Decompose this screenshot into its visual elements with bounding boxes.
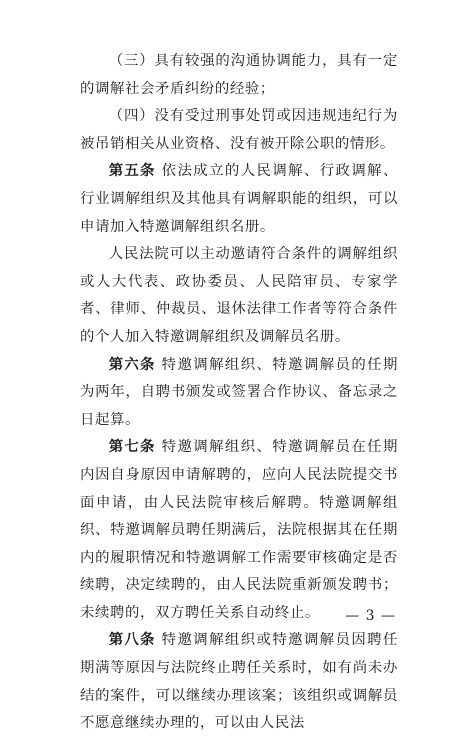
paragraph-text: 人民法院可以主动邀请符合条件的调解组织或人大代表、政协委员、人民陪审员、专家学者、律师、仲裁员、退休法律工作者等符合条件的个人加入特邀调解组织及调解员名册。 — [80, 246, 398, 345]
paragraph-text: （四）没有受过刑事处罚或因违规违纪行为被吊销相关从业资格、没有被开除公职的情形。 — [80, 108, 398, 152]
paragraph-text: （三）具有较强的沟通协调能力，具有一定的调解社会矛盾纠纷的经验； — [80, 53, 398, 97]
article-label: 第七条 — [108, 439, 156, 456]
article-label: 第五条 — [108, 163, 156, 180]
paragraph-text: 特邀调解组织或特邀调解员因聘任期满等原因与法院终止聘任关系时，如有尚未办结的案件，可以继续办理该案；该组织或调解员不愿意继续办理的，可以由人民法 — [80, 632, 398, 732]
article-8 — [80, 627, 398, 737]
paragraph-text: 依法成立的人民调解、行政调解、行业调解组织及其他具有调解职能的组织，可以申请加入特邀调解组织名册。 — [80, 163, 398, 235]
paragraph-text: 特邀调解组织、特邀调解员的任期为两年，自聘书颁发或签署合作协议、备忘录之日起算。 — [80, 356, 398, 428]
paragraph-item-3 — [80, 48, 398, 103]
paragraph-item-4 — [80, 103, 398, 158]
article-6 — [80, 352, 398, 435]
paragraph-text: 特邀调解组织、特邀调解员在任期内因自身原因申请解聘的，应向人民法院提交书面申请，由人民法院审核后解聘。特邀调解组织、特邀调解员聘任期满后，法院根据其在任期内的履职情况和特邀调解工作需要审核确定是否续聘，决定续聘的，由人民法院重新颁发聘书；未续聘的，双方聘任关系自动终止。 — [80, 439, 398, 621]
article-5-paragraph-2 — [80, 241, 398, 351]
article-label: 第八条 — [108, 632, 156, 649]
article-7 — [80, 434, 398, 627]
article-label: 第六条 — [108, 356, 156, 373]
page-number: — 3 — — [345, 608, 396, 624]
article-5 — [80, 158, 398, 241]
